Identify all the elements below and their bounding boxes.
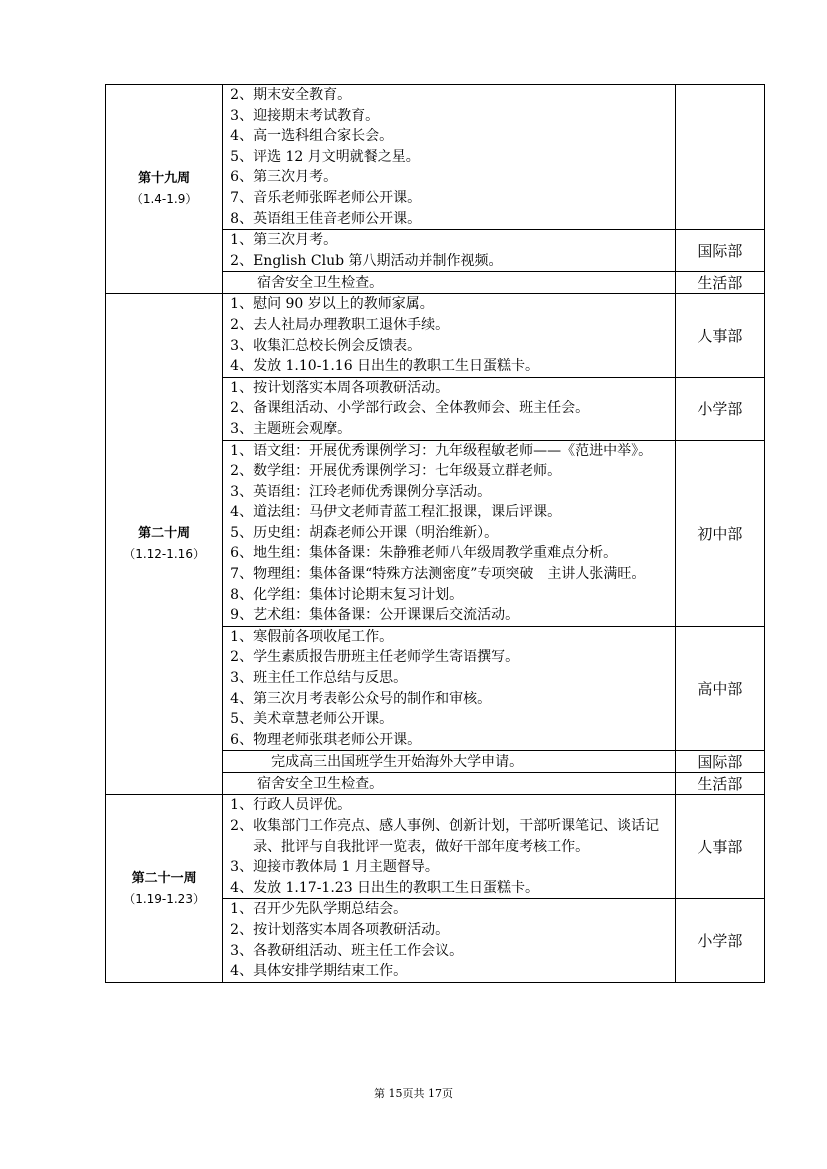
plan-item: 1、按计划落实本周各项教研活动。 xyxy=(230,379,450,396)
week-range: （1.12-1.16） xyxy=(123,547,205,562)
plan-item: 2、备课组活动、小学部行政会、全体教师会、班主任会。 xyxy=(230,400,590,417)
plan-item: 1、行政人员评优。 xyxy=(230,797,352,814)
plan-items-cell xyxy=(223,899,676,982)
department-cell: 人事部 xyxy=(675,294,764,377)
week-range: （1.19-1.23） xyxy=(123,891,205,906)
plan-item: 1、第三次月考。 xyxy=(230,232,338,249)
plan-item: 8、化学组：集体讨论期末复习计划。 xyxy=(230,586,464,603)
department-cell xyxy=(675,85,764,230)
plan-items-cell xyxy=(223,272,676,294)
plan-item: 完成高三出国班学生开始海外大学申请。 xyxy=(271,753,524,770)
plan-item: 2、数学组：开展优秀课例学习：七年级聂立群老师。 xyxy=(230,463,562,480)
page-footer: 第 15页共 17页 xyxy=(374,1087,453,1100)
plan-items-cell xyxy=(223,795,676,899)
week-cell xyxy=(106,294,223,795)
plan-item: 2、期末安全教育。 xyxy=(230,87,352,103)
plan-items-cell xyxy=(223,440,676,626)
plan-items-cell xyxy=(223,377,676,440)
table-row xyxy=(106,85,765,230)
plan-item: 6、地生组：集体备课：朱静雅老师八年级周教学重难点分析。 xyxy=(230,545,618,562)
week-name: 第二十周 xyxy=(138,526,191,542)
department-cell: 小学部 xyxy=(675,377,764,440)
plan-items-cell xyxy=(223,294,676,377)
plan-item: 2、学生素质报告册班主任老师学生寄语撰写。 xyxy=(230,649,520,666)
plan-item: 3、英语组：江玲老师优秀课例分享活动。 xyxy=(230,483,492,500)
plan-item: 5、美术章慧老师公开课。 xyxy=(230,711,394,728)
plan-item: 3、各教研组活动、班主任工作会议。 xyxy=(230,942,464,959)
plan-item: 6、第三次月考。 xyxy=(230,169,338,186)
week-name: 第二十一周 xyxy=(131,870,197,886)
plan-items-cell xyxy=(223,626,676,751)
department-cell: 生活部 xyxy=(675,272,764,294)
plan-item: 2、English Club 第八期活动并制作视频。 xyxy=(230,252,503,269)
plan-item: 2、收集部门工作亮点、感人事例、创新计划，干部听课笔记、谈话记录、批评与自我批评一览表，做好干部年度考核工作。 xyxy=(230,818,660,855)
plan-item: 4、第三次月考表彰公众号的制作和审核。 xyxy=(230,690,492,707)
plan-item: 6、物理老师张琪老师公开课。 xyxy=(230,731,422,748)
department-cell: 生活部 xyxy=(675,773,764,795)
plan-items-cell xyxy=(223,773,676,795)
plan-items-cell xyxy=(223,230,676,272)
department-cell: 国际部 xyxy=(675,230,764,272)
plan-item: 4、发放 1.10-1.16 日出生的教职工生日蛋糕卡。 xyxy=(230,358,540,375)
plan-item: 1、语文组：开展优秀课例学习：九年级程敏老师——《范进中举》。 xyxy=(230,442,653,459)
plan-item: 3、迎接市教体局 1 月主题督导。 xyxy=(230,859,439,876)
plan-item: 5、评选 12 月文明就餐之星。 xyxy=(230,148,420,165)
table-row xyxy=(106,795,765,899)
weekly-schedule-table xyxy=(105,84,765,983)
plan-item: 7、物理组：集体备课“特殊方法测密度”专项突破 主讲人张满旺。 xyxy=(230,566,646,583)
plan-item: 2、按计划落实本周各项教研活动。 xyxy=(230,921,450,938)
plan-item: 5、历史组：胡森老师公开课（明治维新）。 xyxy=(230,524,499,541)
plan-item: 4、具体安排学期结束工作。 xyxy=(230,963,408,980)
plan-item: 2、去人社局办理教职工退休手续。 xyxy=(230,316,450,333)
plan-item: 1、寒假前各项收尾工作。 xyxy=(230,628,394,645)
week-name: 第十九周 xyxy=(138,171,191,187)
plan-item: 3、迎接期末考试教育。 xyxy=(230,107,380,124)
department-cell: 初中部 xyxy=(675,440,764,626)
plan-item: 9、艺术组：集体备课：公开课课后交流活动。 xyxy=(230,607,520,624)
week-cell xyxy=(106,795,223,982)
department-cell: 小学部 xyxy=(675,899,764,982)
department-cell: 人事部 xyxy=(675,795,764,899)
plan-item: 3、收集汇总校长例会反馈表。 xyxy=(230,337,422,354)
plan-item: 宿舍安全卫生检查。 xyxy=(257,274,384,291)
plan-item: 3、班主任工作总结与反思。 xyxy=(230,670,408,687)
plan-item: 宿舍安全卫生检查。 xyxy=(257,775,384,792)
plan-item: 3、主题班会观摩。 xyxy=(230,420,352,437)
plan-item: 1、召开少先队学期总结会。 xyxy=(230,901,408,918)
plan-items-cell xyxy=(223,85,676,230)
plan-item: 7、音乐老师张晖老师公开课。 xyxy=(230,189,422,206)
plan-item: 1、慰问 90 岁以上的教师家属。 xyxy=(230,296,434,313)
week-cell xyxy=(106,85,223,294)
week-range: （1.4-1.9） xyxy=(130,192,198,207)
table-row xyxy=(106,294,765,377)
plan-item: 4、发放 1.17-1.23 日出生的教职工生日蛋糕卡。 xyxy=(230,879,540,896)
plan-items-cell xyxy=(223,751,676,773)
plan-item: 4、高一选科组合家长会。 xyxy=(230,128,394,145)
plan-item: 4、道法组：马伊文老师青蓝工程汇报课，课后评课。 xyxy=(230,504,562,521)
department-cell: 国际部 xyxy=(675,751,764,773)
department-cell: 高中部 xyxy=(675,626,764,751)
plan-item: 8、英语组王佳音老师公开课。 xyxy=(230,210,422,227)
